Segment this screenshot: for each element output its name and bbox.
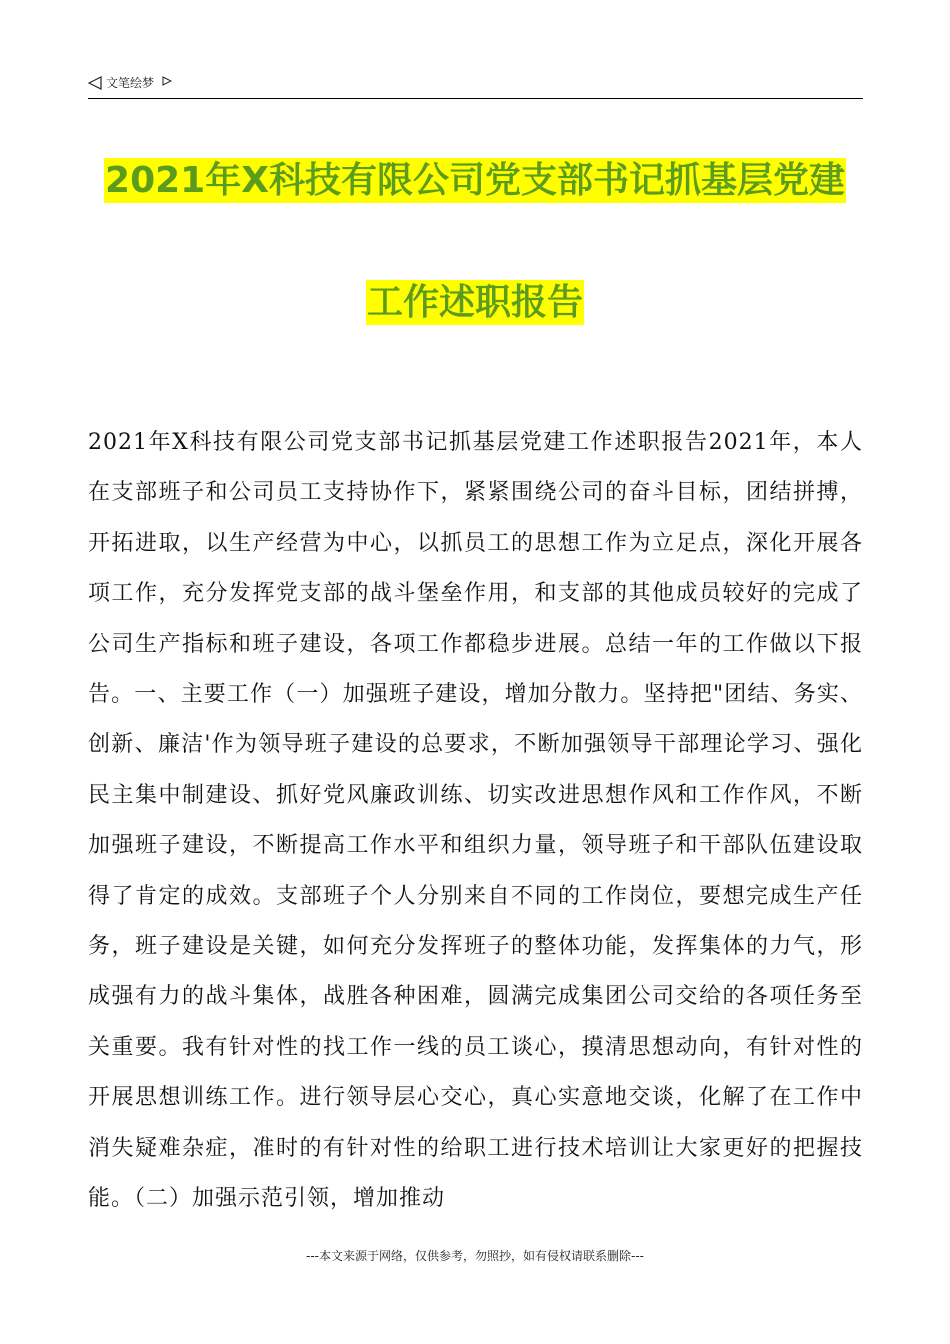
title-line2-text: 工作述职报告 [366, 282, 583, 323]
header-label: 文笔绘梦 [106, 76, 155, 90]
document-title-line1 [0, 152, 950, 203]
title-line1-text: 2021年X科技有限公司党支部书记抓基层党建 [105, 160, 845, 201]
body-paragraph: 2021年X科技有限公司党支部书记抓基层党建工作述职报告2021年，本人在支部班子和公司员工支持协作下，紧紧围绕公司的奋斗目标，团结拼搏，开拓进取，以生产经营为中心，以抓员工的思想工作为立足点，深化开展各项工作，充分发挥党支部的战斗堡垒作用，和支部的其他成员较好的完成了公司生产指标和班子建设，各项工作都稳步进展。总结一年的工作做以下报告。一、主要工作（一）加强班子建设，增加分散力。坚持把"团结、务实、创新、廉洁'作为领导班子建设的总要求，不断加强领导干部理论学习、强化民主集中制建设、抓好党风廉政训练、切实改进思想作风和工作作风，不断加强班子建设，不断提高工作水平和组织力量，领导班子和干部队伍建设取得了肯定的成效。支部班子个人分别来自不同的工作岗位，要想完成生产任务，班子建设是关键，如何充分发挥班子的整体功能，发挥集体的力气，形成强有力的战斗集体，战胜各种困难，圆满完成集团公司交给的各项任务至关重要。我有针对性的找工作一线的员工谈心，摸清思想动向，有针对性的开展思想训练工作。进行领导层心交心，真心实意地交谈，化解了在工作中消失疑难杂症，准时的有针对性的给职工进行技术培训让大家更好的把握技能。（二）加强示范引领，增加推动 [88, 430, 863, 1212]
header-content [88, 74, 172, 91]
document-title-line2 [0, 274, 950, 325]
page-header [88, 72, 863, 99]
triangle-left-icon [88, 76, 102, 90]
triangle-right-icon [162, 76, 172, 86]
page-footer: ---本文来源于网络，仅供参考，勿照抄，如有侵权请联系删除--- [306, 1249, 644, 1263]
